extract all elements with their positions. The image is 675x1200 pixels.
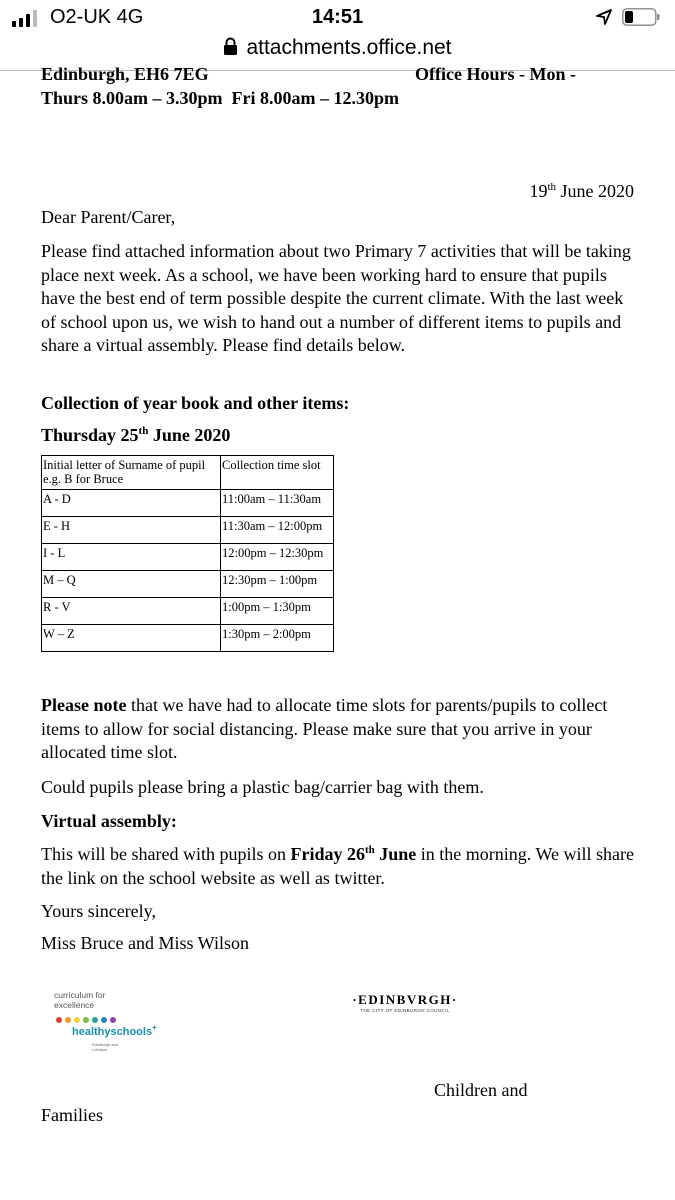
table-header-surname: Initial letter of Surname of pupil e.g. B for Bruce xyxy=(42,456,221,490)
table-cell-timeslot: 12:30pm – 1:00pm xyxy=(221,571,334,598)
curriculum-for-excellence-logo: curriculum for excellence healthyschools+ Edinburgh and Lothians xyxy=(54,990,157,1052)
table-cell-letters: A - D xyxy=(42,490,221,517)
carrier-label: O2-UK 4G xyxy=(50,6,144,28)
address-bar[interactable] xyxy=(0,36,675,66)
clock: 14:51 xyxy=(311,6,364,28)
status-bar xyxy=(0,0,675,36)
table-cell-timeslot: 12:00pm – 12:30pm xyxy=(221,544,334,571)
signatories: Miss Bruce and Miss Wilson xyxy=(41,933,249,953)
table-row xyxy=(42,544,334,571)
url-text: attachments.office.net xyxy=(246,36,452,59)
table-row xyxy=(42,598,334,625)
bag-request: Could pupils please bring a plastic bag/carrier bag with them. xyxy=(41,777,484,797)
lock-icon xyxy=(223,37,238,56)
table-cell-timeslot: 1:30pm – 2:00pm xyxy=(221,625,334,652)
virtual-assembly-heading: Virtual assembly: xyxy=(41,811,177,831)
healthy-schools-logo: healthyschools+ xyxy=(72,1023,157,1038)
table-row xyxy=(42,571,334,598)
city-of-edinburgh-logo: ·EDINBVRGH· THE CITY OF EDINBURGH COUNCIL xyxy=(352,992,458,1013)
address-fragment: Edinburgh, EH6 7EG xyxy=(41,64,209,84)
office-hours-times: Thurs 8.00am – 3.30pm Fri 8.00am – 12.30pm xyxy=(41,88,400,108)
table-header-row xyxy=(42,456,334,490)
department-line-2: Families xyxy=(41,1105,103,1125)
location-arrow-icon xyxy=(596,9,612,25)
note-paragraph: Please note that we have had to allocate time slots for parents/pupils to collect items to allow for social distancing. Please make sure that you arrive in your allocated time slot. xyxy=(41,695,608,762)
collection-time-table xyxy=(41,455,334,652)
table-cell-timeslot: 11:00am – 11:30am xyxy=(221,490,334,517)
department-line-1: Children and xyxy=(434,1080,528,1100)
table-cell-timeslot: 11:30am – 12:00pm xyxy=(221,517,334,544)
table-cell-timeslot: 1:00pm – 1:30pm xyxy=(221,598,334,625)
table-cell-letters: W – Z xyxy=(42,625,221,652)
table-row xyxy=(42,490,334,517)
healthy-schools-subtitle: Edinburgh and Lothians xyxy=(92,1042,119,1052)
letter-date: 19th June 2020 xyxy=(529,181,634,201)
collection-heading: Collection of year book and other items: xyxy=(41,393,350,413)
office-hours-label: Office Hours - Mon - xyxy=(415,64,576,84)
table-cell-letters: E - H xyxy=(42,517,221,544)
table-cell-letters: I - L xyxy=(42,544,221,571)
salutation: Dear Parent/Carer, xyxy=(41,207,176,227)
table-row xyxy=(42,517,334,544)
table-cell-letters: R - V xyxy=(42,598,221,625)
table-cell-letters: M – Q xyxy=(42,571,221,598)
closing: Yours sincerely, xyxy=(41,901,156,921)
intro-paragraph: Please find attached information about two Primary 7 activities that will be taking place next week. As a school, we have been working hard to ensure that pupils have the best end of term possible despite the current climate. With the last week of school upon us, we wish to hand out a number of different items to pupils and share a virtual assembly. Please find details below. xyxy=(41,241,631,355)
collection-date: Thursday 25th June 2020 xyxy=(41,425,231,445)
table-header-timeslot: Collection time slot xyxy=(221,456,334,490)
table-row xyxy=(42,625,334,652)
letter-header xyxy=(41,64,651,110)
battery-icon xyxy=(622,8,660,26)
virtual-assembly-paragraph: This will be shared with pupils on Friday 26th June in the morning. We will share the link on the school website as well as twitter. xyxy=(41,844,634,888)
